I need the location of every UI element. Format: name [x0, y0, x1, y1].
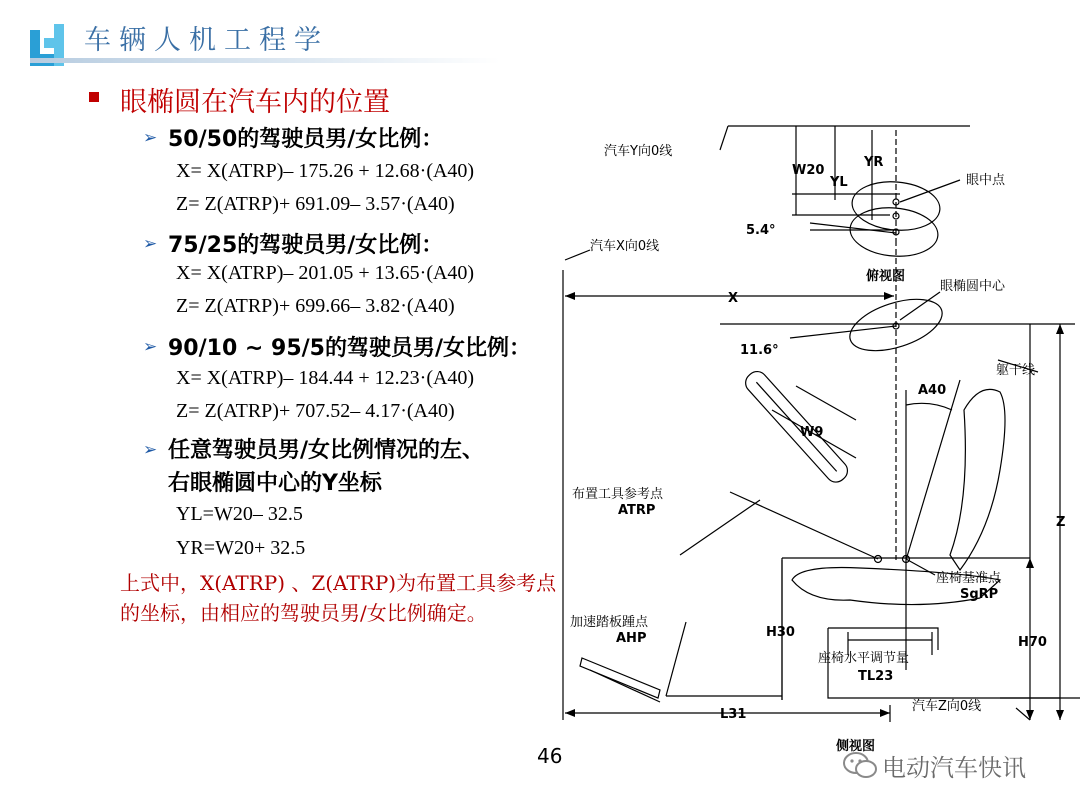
header-underline — [30, 58, 500, 63]
section-label: 90/10 ~ 95/5的驾驶员男/女比例： — [168, 336, 532, 361]
z-zero-label: 汽车Z向0线 — [912, 699, 982, 714]
yr-label: YR — [864, 155, 884, 170]
yl-label: YL — [830, 175, 848, 190]
heading-bullet — [89, 92, 99, 102]
x-zero-label: 汽车X向0线 — [590, 239, 660, 254]
tl23-cn-label: 座椅水平调节量 — [818, 651, 910, 666]
section-label: 50/50的驾驶员男/女比例： — [168, 127, 444, 152]
arrow-bullet-icon: ➢ — [143, 234, 158, 254]
page-number: 46 — [537, 744, 563, 768]
ellipse-center-label: 眼椭圆中心 — [940, 279, 1006, 294]
sgrp-cn-label: 座椅基准点 — [936, 571, 1002, 586]
watermark-text: 电动汽车快讯 — [882, 754, 1026, 782]
wechat-icon — [842, 750, 878, 780]
x-dim-label: X — [728, 291, 739, 306]
tl23-label: TL23 — [858, 669, 894, 684]
slide-heading: 眼椭圆在汽车内的位置 — [120, 87, 390, 118]
section-label: 任意驾驶员男/女比例情况的左、 — [168, 438, 485, 463]
formula-x: X= X(ATRP)– 201.05 + 13.65·(A40) — [176, 262, 475, 284]
ahp-label: AHP — [616, 631, 647, 646]
course-title: 车辆人机工程学 — [84, 25, 329, 56]
ahp-cn-label: 加速踏板踵点 — [570, 615, 649, 630]
arrow-bullet-icon: ➢ — [143, 440, 158, 460]
eye-mid-label: 眼中点 — [966, 173, 1006, 188]
w20-label: W20 — [792, 163, 825, 178]
z-dim-label: Z — [1056, 515, 1066, 530]
atrp-cn-label: 布置工具参考点 — [572, 487, 664, 502]
arrow-bullet-icon: ➢ — [143, 337, 158, 357]
section-label: 75/25的驾驶员男/女比例： — [168, 233, 444, 258]
formula-z: Z= Z(ATRP)+ 707.52– 4.17·(A40) — [176, 400, 455, 422]
y-zero-label: 汽车Y向0线 — [604, 144, 673, 159]
formula-z: Z= Z(ATRP)+ 691.09– 3.57·(A40) — [176, 193, 455, 215]
w9-label: W9 — [800, 425, 824, 440]
note-text: 上式中，X(ATRP) 、Z(ATRP)为布置工具参考点的坐标，由相应的驾驶员男/女比例确定。 — [120, 571, 557, 625]
h70-label: H70 — [1018, 635, 1047, 650]
sgrp-label: SgRP — [960, 587, 999, 602]
angle-116-label: 11.6° — [740, 343, 779, 358]
formula-x: X= X(ATRP)– 175.26 + 12.68·(A40) — [176, 160, 475, 182]
formula-x: X= X(ATRP)– 184.44 + 12.23·(A40) — [176, 367, 475, 389]
top-view-label: 俯视图 — [866, 269, 906, 284]
angle-54-label: 5.4° — [746, 223, 776, 238]
arrow-bullet-icon: ➢ — [143, 128, 158, 148]
slide-header — [0, 0, 1080, 70]
h30-label: H30 — [766, 625, 795, 640]
l31-label: L31 — [720, 707, 747, 722]
formula-z: Z= Z(ATRP)+ 699.66– 3.82·(A40) — [176, 295, 455, 317]
formula-yr: YR=W20+ 32.5 — [176, 537, 306, 559]
torso-line-label: 躯干线 — [996, 363, 1036, 378]
side-view-label: 侧视图 — [836, 739, 876, 754]
formula-yl: YL=W20– 32.5 — [176, 503, 303, 525]
section-label-cont: 右眼椭圆中心的Y坐标 — [168, 471, 382, 496]
atrp-label: ATRP — [618, 503, 656, 518]
a40-label: A40 — [918, 383, 947, 398]
eye-ellipse-diagram — [560, 110, 1080, 760]
